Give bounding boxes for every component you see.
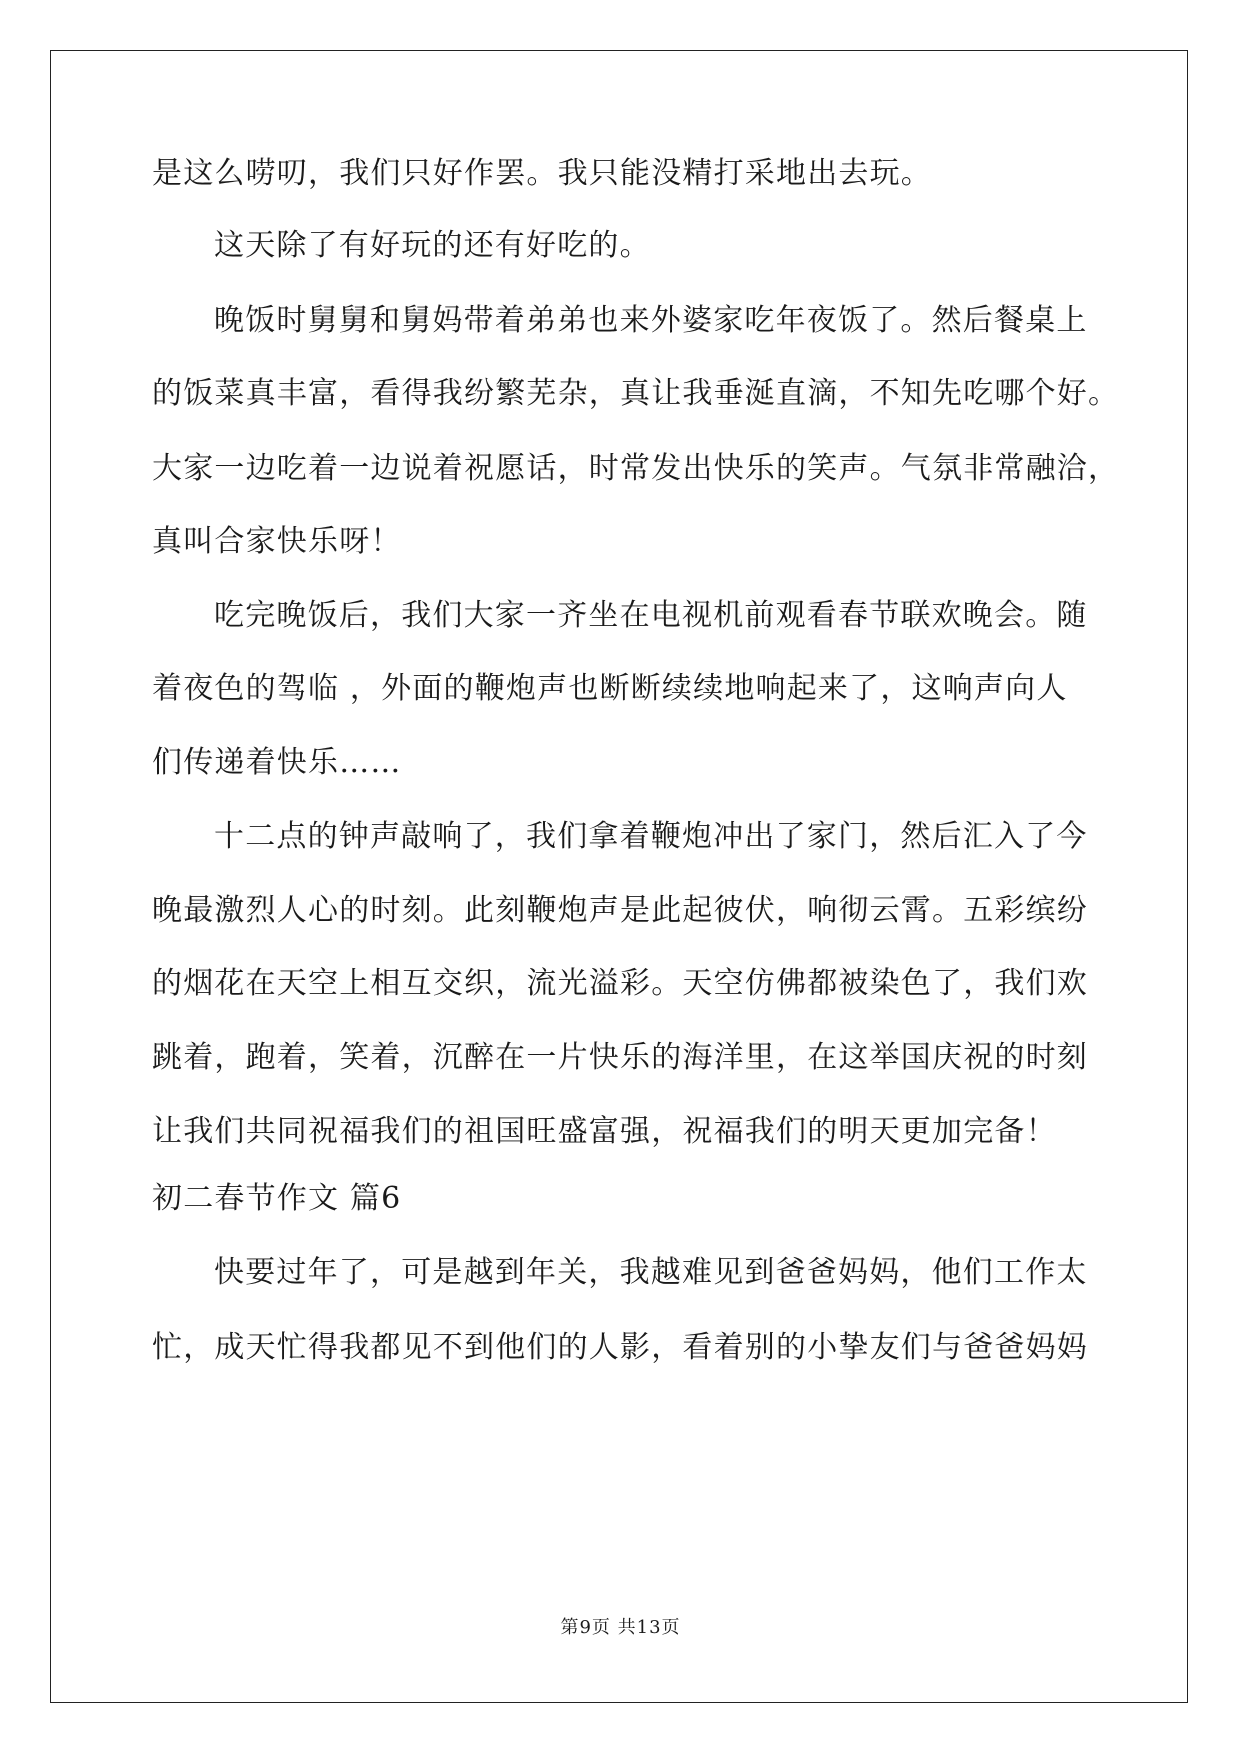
page-number: 第9页 共13页: [560, 1617, 681, 1638]
text-line: 晚最激烈人心的时刻。此刻鞭炮声是此起彼伏，响彻云霄。五彩缤纷: [152, 893, 1088, 928]
text-line: 晚饭时舅舅和舅妈带着弟弟也来外婆家吃年夜饭了。然后餐桌上: [214, 303, 1088, 338]
text-line: 着夜色的驾临 ，外面的鞭炮声也断断续续地响起来了，这响声向人: [152, 671, 1068, 706]
text-line: 忙，成天忙得我都见不到他们的人影，看着别的小挚友们与爸爸妈妈: [152, 1330, 1088, 1365]
text-line: 吃完晚饭后，我们大家一齐坐在电视机前观看春节联欢晚会。随: [214, 598, 1088, 633]
text-line: 让我们共同祝福我们的祖国旺盛富强，祝福我们的明天更加完备！: [152, 1114, 1057, 1149]
text-line: 大家一边吃着一边说着祝愿话，时常发出快乐的笑声。气氛非常融洽，: [152, 451, 1120, 486]
text-line: 十二点的钟声敲响了，我们拿着鞭炮冲出了家门，然后汇入了今: [214, 819, 1088, 854]
text-line: 们传递着快乐……: [152, 745, 402, 780]
text-line: 快要过年了，可是越到年关，我越难见到爸爸妈妈，他们工作太: [214, 1255, 1088, 1290]
section-heading: 初二春节作文 篇6: [152, 1181, 402, 1216]
text-line: 的饭菜真丰富，看得我纷繁芜杂，真让我垂涎直滴，不知先吃哪个好。: [152, 376, 1120, 411]
page-border: [50, 50, 1188, 1703]
text-line: 这天除了有好玩的还有好吃的。: [214, 228, 651, 263]
text-line: 真叫合家快乐呀！: [152, 524, 402, 559]
text-line: 是这么唠叨，我们只好作罢。我只能没精打采地出去玩。: [152, 156, 932, 191]
text-line: 跳着，跑着，笑着，沉醉在一片快乐的海洋里，在这举国庆祝的时刻: [152, 1040, 1088, 1075]
text-line: 的烟花在天空上相互交织，流光溢彩。天空仿佛都被染色了，我们欢: [152, 966, 1088, 1001]
